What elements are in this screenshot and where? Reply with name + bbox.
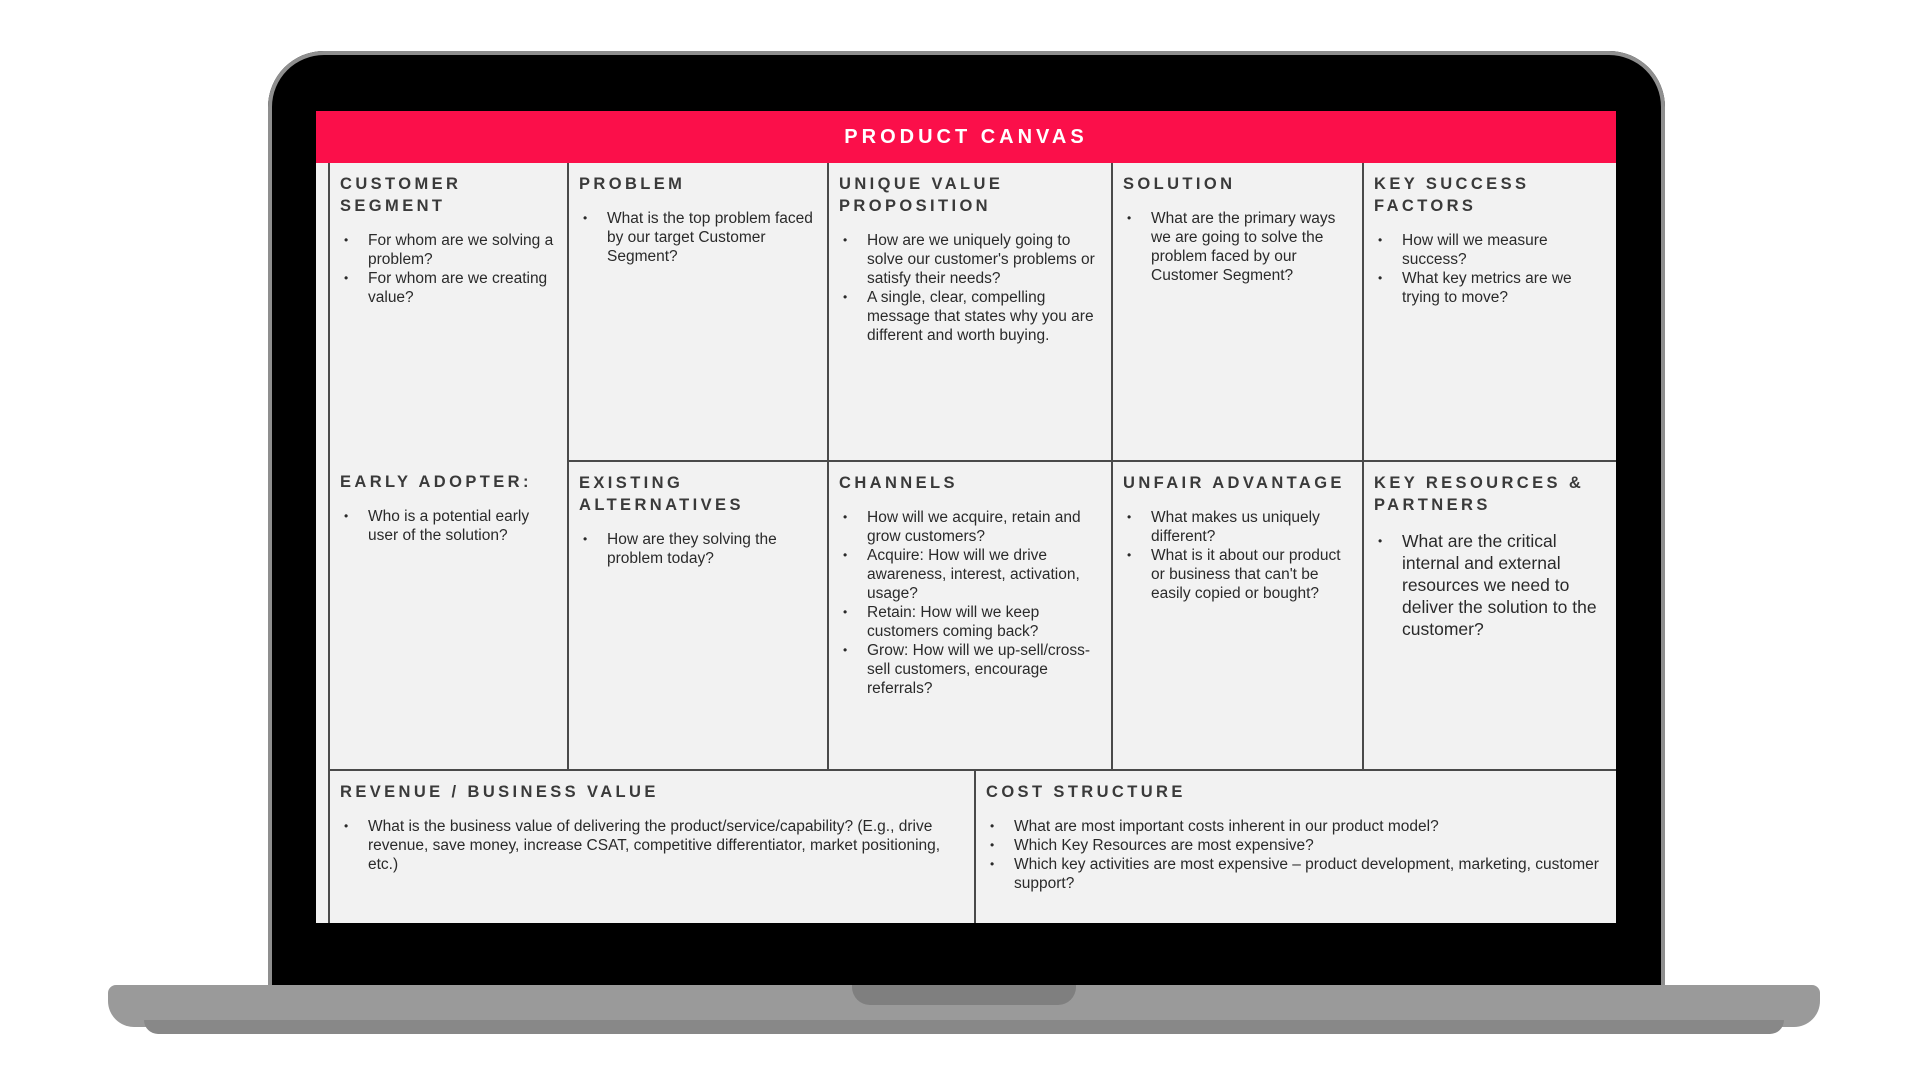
list-item: • For whom are we creating value? [368,269,557,307]
customer-segment-heading: CUSTOMER SEGMENT [340,175,462,215]
list-item: • Which Key Resources are most expensive? [1014,836,1606,855]
unfair-advantage-heading: UNFAIR ADVANTAGE [1123,474,1345,492]
cost-structure-list [986,817,1606,893]
unfair-advantage-list [1123,508,1352,603]
solution-heading: SOLUTION [1123,175,1236,193]
unfair-advantage-cell [1113,462,1362,769]
list-item: • How are they solving the problem today? [607,530,817,568]
existing-alternatives-heading: EXISTING ALTERNATIVES [579,474,744,514]
laptop-base-shadow [144,1020,1784,1034]
existing-alternatives-list [579,530,817,568]
revenue-business-value-cell [330,771,974,923]
problem-heading: PROBLEM [579,175,686,193]
unique-value-proposition-cell [829,163,1111,459]
customer-segment-cell [330,163,567,459]
list-item: • What are the critical internal and external resources we need to deliver the solution to the customer? [1402,530,1606,640]
customer-segment-list [340,231,557,307]
list-item: • What is the business value of delivering the product/service/capability? (E.g., drive revenue, save money, increase CSAT, competitive differentiator, market positioning, etc.) [368,817,964,874]
channels-list [839,508,1101,698]
list-item: • What makes us uniquely different? [1151,508,1352,546]
key-resources-list [1374,530,1606,640]
cost-structure-heading: COST STRUCTURE [986,783,1186,801]
early-adopter-heading: EARLY ADOPTER: [340,473,532,491]
uvp-heading: UNIQUE VALUE PROPOSITION [839,175,1004,215]
list-item: • A single, clear, compelling message that states why you are different and worth buying. [867,288,1101,345]
list-item: • Which key activities are most expensive – product development, marketing, customer support? [1014,855,1606,893]
revenue-heading: REVENUE / BUSINESS VALUE [340,783,659,801]
early-adopter-list [340,507,557,545]
list-item: • Who is a potential early user of the solution? [368,507,557,545]
list-item: • What are most important costs inherent in our product model? [1014,817,1606,836]
key-resources-partners-cell [1364,462,1616,769]
channels-heading: CHANNELS [839,474,958,492]
key-success-factors-heading: KEY SUCCESS FACTORS [1374,175,1530,215]
revenue-list [340,817,964,874]
list-item: • How will we acquire, retain and grow customers? [867,508,1101,546]
uvp-list [839,231,1101,345]
problem-list [579,209,817,266]
laptop-screen [316,111,1616,923]
solution-list [1123,209,1352,285]
key-success-factors-cell [1364,163,1616,459]
list-item: • Retain: How will we keep customers coming back? [867,603,1101,641]
list-item: • Grow: How will we up-sell/cross-sell customers, encourage referrals? [867,641,1101,698]
problem-cell [569,163,827,459]
cost-structure-cell [976,771,1616,923]
list-item: • What are the primary ways we are going to solve the problem faced by our Customer Segment? [1151,209,1352,285]
existing-alternatives-cell [569,462,827,769]
laptop-hinge-notch [852,985,1076,1005]
list-item: • How will we measure success? [1402,231,1606,269]
canvas-title: PRODUCT CANVAS [316,111,1616,163]
early-adopter-cell [330,461,567,769]
product-canvas-grid [316,163,1616,923]
list-item: • For whom are we solving a problem? [368,231,557,269]
list-item: • What key metrics are we trying to move? [1402,269,1606,307]
list-item: • What is it about our product or business that can't be easily copied or bought? [1151,546,1352,603]
solution-cell [1113,163,1362,459]
list-item: • What is the top problem faced by our target Customer Segment? [607,209,817,266]
key-resources-heading: KEY RESOURCES & PARTNERS [1374,474,1585,514]
list-item: • How are we uniquely going to solve our customer's problems or satisfy their needs? [867,231,1101,288]
key-success-factors-list [1374,231,1606,307]
list-item: • Acquire: How will we drive awareness, interest, activation, usage? [867,546,1101,603]
channels-cell [829,462,1111,769]
